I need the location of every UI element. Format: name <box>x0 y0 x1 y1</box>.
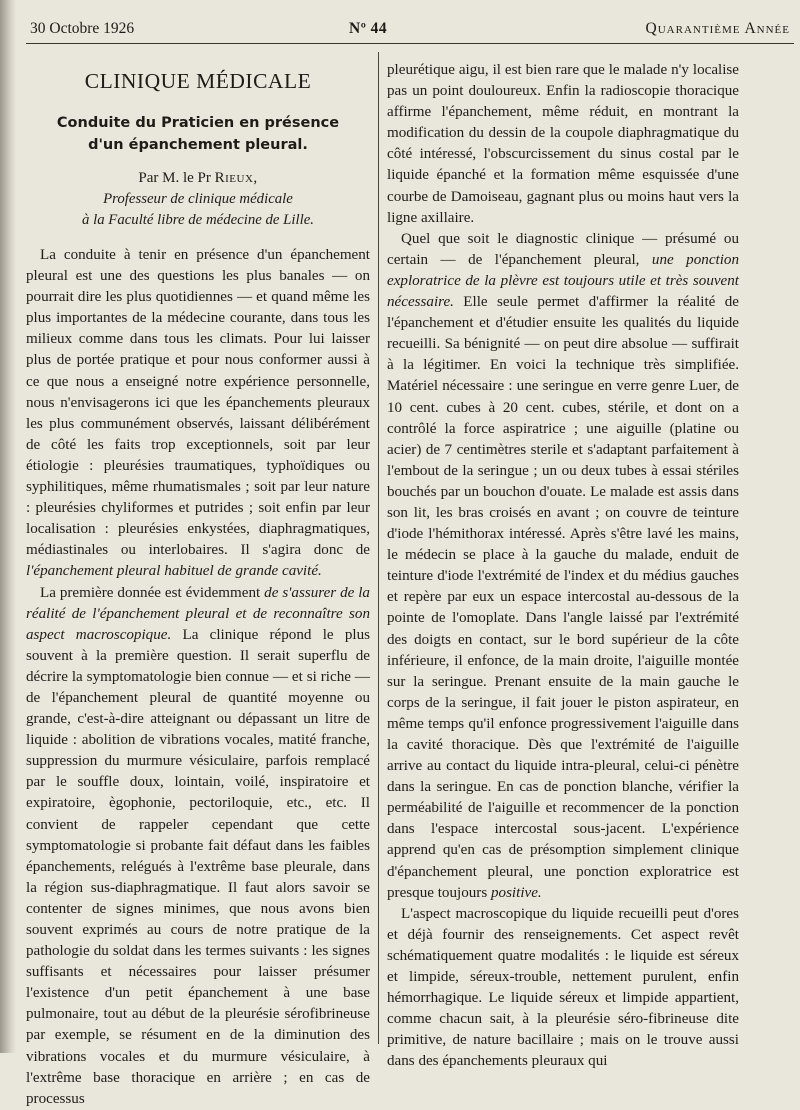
paragraph-diagnosis <box>26 583 370 1110</box>
paragraph-continued: pleurétique aigu, il est bien rare que le malade n'y localise pas un point douloureux. Enfin la radioscopie thoracique affirme l'épanchement, même réduit, en montrant la modification du dessin de la coupole diaphragmatique du côté intéressé, l'obscurcissement du sinus costal par le liquide épanché et la formation même esquissée d'une courbe de Damoiseau, gagnant plus ou moins haut vers la ligne axillaire. <box>387 62 739 226</box>
intro-emphasis: l'épanchement pleural habituel de grande cavité. <box>26 563 322 580</box>
author-name: Rieux, <box>214 170 258 186</box>
column-divider <box>378 52 379 1044</box>
issue-number: Nº 44 <box>349 20 388 37</box>
article-title <box>26 112 370 156</box>
issue-date: 30 Octobre 1926 <box>30 20 135 37</box>
diagnosis-emphasis: de s'assurer de la réalité de l'épanchement pleural et de reconnaître son aspect macroscopique. <box>26 584 370 643</box>
puncture-positive: positive. <box>490 884 542 901</box>
diagnosis-lead: La première donnée est évidemment <box>40 584 265 601</box>
paragraph-puncture <box>387 229 739 904</box>
puncture-lead: Quel que soit le diagnostic clinique — présumé ou certain — de l'épanchement pleural, <box>387 230 739 268</box>
article-title-line-2: d'un épanchement pleural. <box>88 137 308 153</box>
section-title: CLINIQUE MÉDICALE <box>84 69 312 93</box>
affiliation-line-2: à la Faculté libre de médecine de Lille. <box>81 212 315 228</box>
paragraph-aspect: L'aspect macroscopique du liquide recueilli peut d'ores et déjà fournir des renseignements. Cet aspect revêt schématiquement quatre modalités : le liquide est séreux et limpide, séreux-trouble, nettement purulent, enfin hémorrhagique. Le liquide séreux et limpide appartient, comme chacun sait, à la pleurésie séro-fibrineuse dite primitive, de nature bacillaire ; mais on le trouve aussi dans des épanchements pleuraux qui <box>387 905 739 1070</box>
puncture-text: Elle seule permet d'affirmer la réalité de l'épanchement et d'étudier ensuite les qualités du liquide recueilli. Sa bénignité — on peut dire absolue — suffirait à la légitimer. En voici la technique très simplifiée. Matériel nécessaire : une seringue en verre genre Luer, de 10 cent. cubes à 20 cent. cubes, stérile, et dont on a contrôlé la force aspiratrice ; une aiguille (platine ou acier) de 7 centimètres sterile et s'adaptant parfaitement à l'embout de la seringue ; un ou deux tubes à essai stériles bouchés par un bouchon d'ouate. Le malade est assis dans son lit, les bras croisés en avant ; on couvre de teinture d'iode l'hémithorax intéressé. Après s'être lavé les mains, le médecin se place à la gauche du malade, enduit de teinture d'iode l'extrémité de l'index et du médius gauches et repère par eux un espace intercostal au-dessous de la pointe de l'omoplate. Dans l'angle laissé par l'extrémité des doigts en contact, sur le bord supérieur de la côte inférieure, il enfonce, de la main droite, l'aiguille montée sur la seringue. Prenant ensuite de la main gauche le corps de la seringue, il fait jouer le piston aspirateur, en même temps qu'il enfonce progressivement l'aiguille dans la cavité thoracique. Dès que l'extrémité de l'aiguille arrive au contact du liquide intra-pleural, celui-ci pénètre dans la seringue. En cas de ponction blanche, vérifier la perméabilité de l'aiguille et recommencer de la ponction dans l'espace intercostal sous-jacent. L'expérience apprend qu'en cas de présomption simplement clinique d'épanchement pleural, une ponction exploratrice est presque toujours <box>387 294 739 901</box>
byline-prefix: Par M. le Pr <box>138 170 215 186</box>
intro-text: La conduite à tenir en présence d'un épanchement pleural est une des questions les plus banales — on pourrait dire les plus quotidiennes — et quand même les plus importantes de la médecine courante, dans tous les milieux comme dans tous les climats. Pour lui laisser plus de portée pratique et pour nous conformer aussi à ce que nous a enseigné notre expérience personnelle, nous n'envisagerons ici que les épanchements pleuraux les plus communément observés, laissant délibérément de côté les faits trop exceptionnels, soit par leur étiologie : pleurésies traumatiques, typhoïdiques ou syphilitiques, même rhumatismales ; soit par leur nature : pleurésies chyliformes et putrides ; soit enfin par leur localisation : pleurésies enkystées, diaphragmatiques, médiastinales ou interlobaires. Il s'agira donc de <box>26 247 370 559</box>
right-column <box>387 60 739 1070</box>
puncture-emphasis: une ponction exploratrice de la plèvre est toujours utile et très souvent nécessaire. <box>387 251 739 311</box>
binding-gutter <box>0 0 16 1053</box>
paragraph-intro <box>26 245 370 583</box>
byline <box>26 168 370 189</box>
article-title-line-1: Conduite du Praticien en présence <box>56 115 340 131</box>
affiliation-line-1: Professeur de clinique médicale <box>103 191 293 207</box>
volume-year: Quarantième Année <box>645 20 790 37</box>
left-column <box>26 60 370 1107</box>
running-head <box>30 18 790 40</box>
header-rule <box>26 43 794 44</box>
diagnosis-text: La clinique répond le plus souvent à la première question. Il serait superflu de décrire la symptomatologie bien connue — et si riche — de l'épanchement pleural de quantité moyenne ou grande, c'est-à-dire atteignant ou dépassant un litre de liquide : abolition de vibrations vocales, matité franche, suppression du murmure vésiculaire, parfois remplacé par le souffle doux, lointain, voilé, inspiratoire et expiratoire, ègophonie, pectoriloquie, etc., etc. Il convient de rappeler cependant que cette symptomatologie si probante fait défaut dans les faibles épanchements, relégués à l'extrême base pleurale, dans la région sus-diaphragmatique. Il faut alors savoir se contenter de signes minimes, que nous avons bien souvent exprimés au cours de notre pratique de la pathologie du soldat dans les termes suivants : les signes suffisants et nécessaires pour laisser présumer l'existence d'un petit épanchement à une base pulmonaire, tout au début de la pleurésie sérofibrineuse par exemple, se résument en de la diminution des vibrations vocales et du murmure vésiculaire, à l'extrême base thoracique en arrière ; en cas de processus <box>26 626 370 1107</box>
